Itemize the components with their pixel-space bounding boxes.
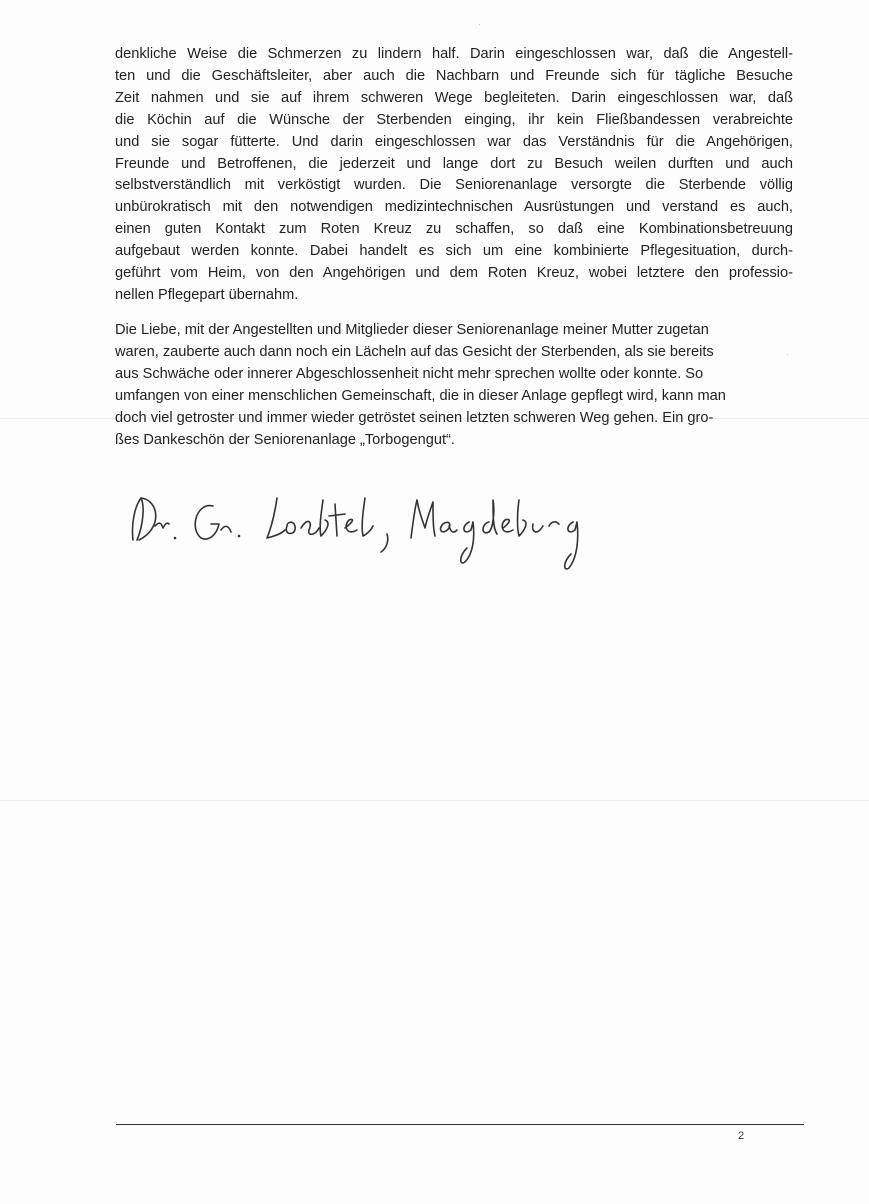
text-line: Zeit nahmen und sie auf ihrem schweren Wege begleiteten. Darin eingeschlossen war, daß [115,89,793,106]
body-paragraph-1 [115,44,793,307]
text-line: denkliche Weise die Schmerzen zu lindern half. Darin eingeschlossen war, daß die Angestell- [115,46,793,62]
text-line: doch viel getroster und immer wieder getröstet seinen letzten schweren Weg gehen. Ein gro- [115,409,714,426]
text-line: waren, zauberte auch dann noch ein Lächeln auf das Gesicht der Sterbenden, als sie bereits [115,343,714,360]
body-paragraph-2 [115,320,793,451]
text-line: und sie sogar fütterte. Und darin eingeschlossen war das Verständnis für die Angehörigen, [115,133,793,150]
scan-speck: · [478,20,481,29]
text-line: aufgebaut werden konnte. Dabei handelt es sich um eine kombinierte Pflegesituation, durch- [115,243,793,260]
text-line: geführt vom Heim, von den Angehörigen und dem Roten Kreuz, wobei letztere den professio- [115,265,793,282]
text-line: umfangen von einer menschlichen Gemeinschaft, die in dieser Anlage gepflegt wird, kann man [115,387,726,404]
footer-rule [116,1124,804,1125]
text-line: Die Liebe, mit der Angestellten und Mitglieder dieser Seniorenanlage meiner Mutter zugetan [115,322,709,338]
text-line: ten und die Geschäftsleiter, aber auch die Nachbarn und Freunde sich für tägliche Besuche [115,67,793,84]
text-line: Freunde und Betroffenen, die jederzeit und lange dort zu Besuch weilen durften und auch [115,155,793,172]
text-line: ßes Dankeschön der Seniorenanlage „Torbogengut“. [115,431,455,448]
text-line: selbstverständlich mit verköstigt wurden. Die Seniorenanlage versorgte die Sterbende völlig [115,177,793,194]
text-line: einen guten Kontakt zum Roten Kreuz zu schaffen, so daß eine Kombinationsbetreuung [115,221,793,238]
text-line: die Köchin auf die Wünsche der Sterbenden einging, ihr kein Fließbandessen verabreichte [115,111,793,128]
text-line: nellen Pflegepart übernahm. [115,286,299,303]
scan-fold-line [0,800,869,801]
scan-speck: · [786,350,789,359]
text-line: unbürokratisch mit den notwendigen medizintechnischen Ausrüstungen und verstand es auch, [115,199,793,216]
page-number: 2 [738,1130,745,1142]
text-line: aus Schwäche oder innerer Abgeschlossenheit nicht mehr sprechen wollte oder konnte. So [115,365,704,382]
handwritten-signature [125,478,625,588]
